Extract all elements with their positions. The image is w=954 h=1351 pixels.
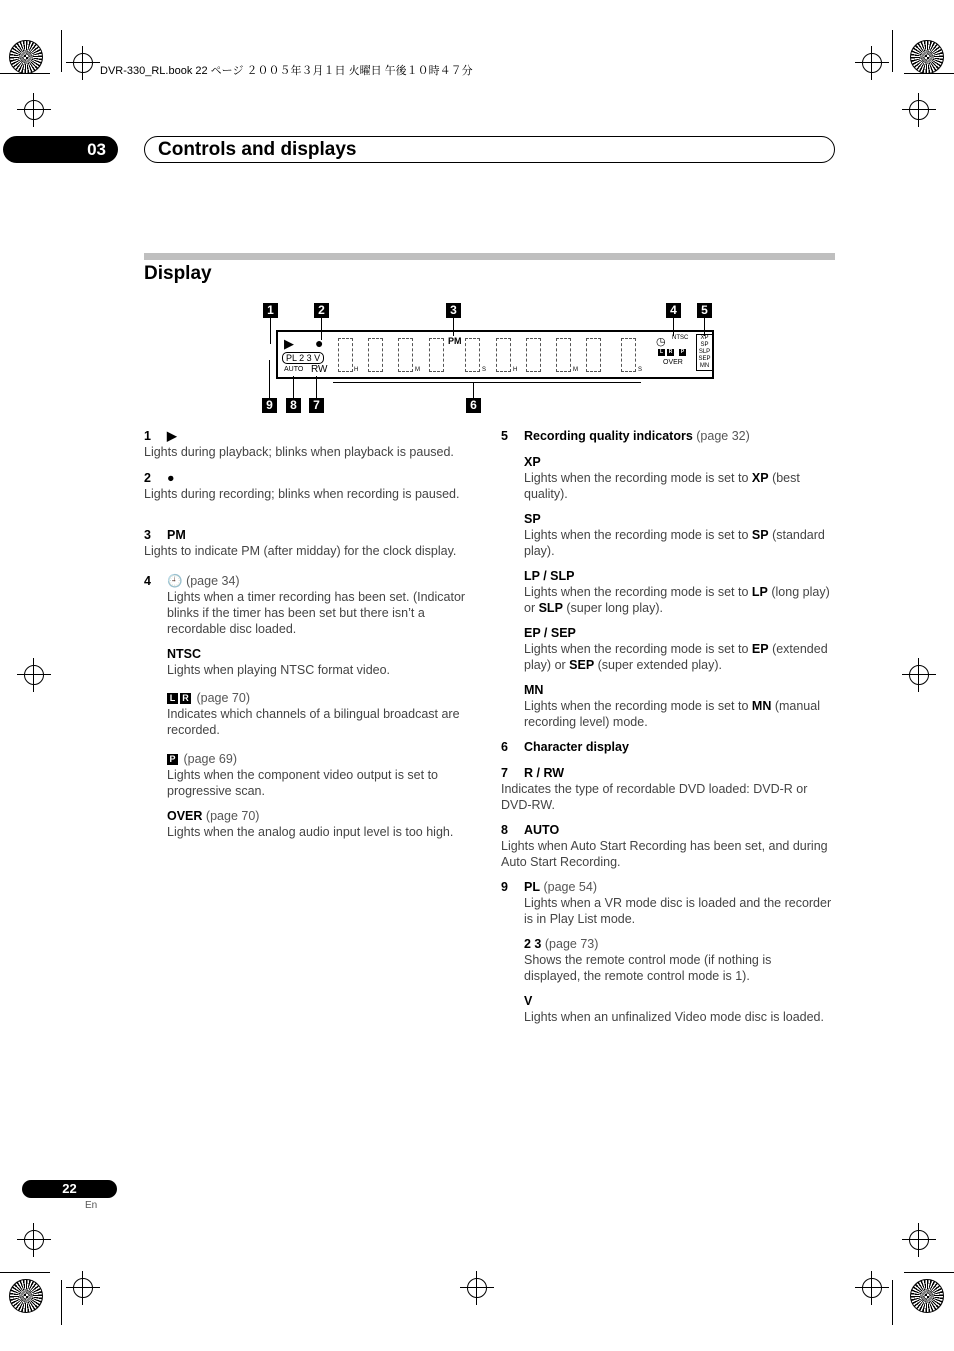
sub-item-over: OVER (page 70) Lights when the analog audio input level is too high. bbox=[167, 809, 454, 839]
sub-item-lp-slp: LP / SLP Lights when the recording mode is set to LP (long play) or SLP (super long play). bbox=[524, 569, 830, 615]
registration-burst-top-right bbox=[910, 40, 944, 74]
sub-item-progressive: P (page 69) Lights when the component video output is set to progressive scan. bbox=[167, 752, 439, 798]
char-segment bbox=[368, 338, 383, 372]
crosshair-mark bbox=[467, 1278, 487, 1298]
crosshair-mark bbox=[73, 1278, 93, 1298]
list-item-6: 6 Character display bbox=[501, 740, 629, 754]
leader-bracket bbox=[333, 382, 641, 383]
record-indicator-icon: ● bbox=[315, 335, 324, 351]
page-number: 22 bbox=[22, 1180, 117, 1198]
crop-line bbox=[61, 30, 62, 72]
timer-icon: 🕘 bbox=[167, 574, 183, 588]
char-segment bbox=[496, 338, 511, 372]
mode-slp: SLP bbox=[698, 349, 711, 355]
leader-line bbox=[270, 318, 271, 344]
progressive-p-icon: P bbox=[167, 754, 178, 765]
channel-left-icon: L bbox=[659, 349, 664, 355]
crosshair-mark bbox=[73, 53, 93, 73]
char-segment bbox=[398, 338, 413, 372]
mode-sep: SEP bbox=[698, 356, 711, 362]
registration-burst-bottom-right bbox=[910, 1279, 944, 1313]
auto-indicator: AUTO bbox=[284, 366, 304, 373]
channel-right-icon: R bbox=[668, 349, 673, 355]
sub-item-mn: MN Lights when the recording mode is set to MN (manual recording level) mode. bbox=[524, 683, 820, 729]
play-indicator-icon: ▶ bbox=[284, 336, 294, 351]
crop-line bbox=[892, 1280, 893, 1325]
char-segment bbox=[621, 338, 636, 372]
list-item-1: 1 ▶ Lights during playback; blinks when playback is paused. bbox=[144, 429, 454, 459]
quality-mode-box bbox=[696, 334, 713, 371]
callout-8: 8 bbox=[286, 398, 301, 413]
crosshair-mark bbox=[909, 1230, 929, 1250]
char-segment bbox=[429, 338, 444, 372]
sub-item-v: V Lights when an unfinalized Video mode disc is loaded. bbox=[524, 994, 824, 1024]
char-segment bbox=[465, 338, 480, 372]
list-item-5: 5 Recording quality indicators (page 32) bbox=[501, 429, 750, 443]
registration-burst-bottom-left bbox=[9, 1279, 43, 1313]
crop-line bbox=[904, 1272, 954, 1273]
pl-mode-box: PL 2 3 V bbox=[282, 352, 324, 364]
crosshair-mark bbox=[24, 100, 44, 120]
progressive-icon: P bbox=[680, 349, 685, 355]
crosshair-mark bbox=[24, 1230, 44, 1250]
mode-xp: XP bbox=[700, 335, 709, 341]
crosshair-mark bbox=[862, 1278, 882, 1298]
segment-letter: S bbox=[638, 367, 643, 373]
list-item-8: 8 AUTO Lights when Auto Start Recording has been set, and during Auto Start Recording. bbox=[501, 823, 828, 869]
crosshair-mark bbox=[909, 100, 929, 120]
section-rule bbox=[144, 253, 835, 260]
list-item-2: 2 ● Lights during recording; blinks when recording is paused. bbox=[144, 471, 460, 501]
callout-1: 1 bbox=[263, 303, 278, 318]
sub-item-lr-channels: L R (page 70) Indicates which channels of a bilingual broadcast are recorded. bbox=[167, 691, 460, 737]
segment-letter: S bbox=[482, 367, 487, 373]
leader-line bbox=[269, 360, 270, 398]
crop-line bbox=[904, 73, 954, 74]
sub-item-remote-mode: 2 3 (page 73) Shows the remote control mode (if nothing is displayed, the remote control mode is 1). bbox=[524, 937, 772, 983]
leader-line bbox=[293, 376, 294, 398]
registration-burst-top-left bbox=[9, 40, 43, 74]
pm-indicator: PM bbox=[448, 336, 462, 346]
segment-letter: H bbox=[354, 367, 359, 373]
list-item-4: 4 🕘 (page 34) Lights when a timer recording has been set. (Indicator blinks if the timer has been set but there isn’t a recordable disc loaded. bbox=[144, 574, 466, 636]
language-code: En bbox=[85, 1200, 98, 1211]
char-segment bbox=[586, 338, 601, 372]
over-indicator: OVER bbox=[663, 359, 683, 366]
list-item-3: 3 PM Lights to indicate PM (after midday) for the clock display. bbox=[144, 528, 457, 558]
crosshair-mark bbox=[24, 665, 44, 685]
chapter-title: Controls and displays bbox=[144, 136, 835, 163]
callout-9: 9 bbox=[262, 398, 277, 413]
segment-letter: M bbox=[415, 367, 420, 373]
crosshair-mark bbox=[862, 53, 882, 73]
section-title: Display bbox=[144, 263, 212, 284]
fl-display-panel bbox=[276, 330, 714, 379]
char-segment bbox=[556, 338, 571, 372]
callout-6: 6 bbox=[466, 398, 481, 413]
callout-4: 4 bbox=[666, 303, 681, 318]
print-header-line: DVR-330_RL.book 22 ページ ２００５年３月１日 火曜日 午後１０時４７分 bbox=[100, 65, 473, 77]
mode-mn: MN bbox=[699, 363, 710, 369]
callout-5: 5 bbox=[697, 303, 712, 318]
rw-indicator: RW bbox=[311, 364, 328, 375]
leader-line bbox=[473, 382, 474, 398]
channel-l-icon: L bbox=[167, 693, 178, 704]
callout-2: 2 bbox=[314, 303, 329, 318]
callout-3: 3 bbox=[446, 303, 461, 318]
chapter-number-badge: 03 bbox=[3, 136, 118, 163]
segment-letter: H bbox=[513, 367, 518, 373]
lr-p-indicators bbox=[658, 349, 688, 356]
crop-line bbox=[0, 1272, 50, 1273]
crop-line bbox=[892, 30, 893, 72]
char-segment bbox=[338, 338, 353, 372]
segment-letter: M bbox=[573, 367, 578, 373]
mode-sp: SP bbox=[700, 342, 709, 348]
channel-r-icon: R bbox=[180, 693, 191, 704]
ntsc-indicator: NTSC bbox=[672, 335, 689, 341]
sub-item-ntsc: NTSC Lights when playing NTSC format video. bbox=[167, 647, 391, 677]
crop-line bbox=[0, 73, 50, 74]
list-item-9: 9 PL (page 54) Lights when a VR mode disc is loaded and the recorder is in Play List mode. bbox=[501, 880, 832, 926]
callout-7: 7 bbox=[309, 398, 324, 413]
timer-clock-icon: ◷ bbox=[656, 336, 666, 348]
char-segment bbox=[526, 338, 541, 372]
sub-item-sp: SP Lights when the recording mode is set to SP (standard play). bbox=[524, 512, 825, 558]
leader-line bbox=[316, 376, 317, 398]
sub-item-ep-sep: EP / SEP Lights when the recording mode is set to EP (extended play) or SEP (super extended play). bbox=[524, 626, 828, 672]
sub-item-xp: XP Lights when the recording mode is set to XP (best quality). bbox=[524, 455, 800, 501]
crosshair-mark bbox=[909, 665, 929, 685]
list-item-7: 7 R / RW Indicates the type of recordable DVD loaded: DVD-R or DVD-RW. bbox=[501, 766, 808, 812]
crop-line bbox=[61, 1280, 62, 1325]
